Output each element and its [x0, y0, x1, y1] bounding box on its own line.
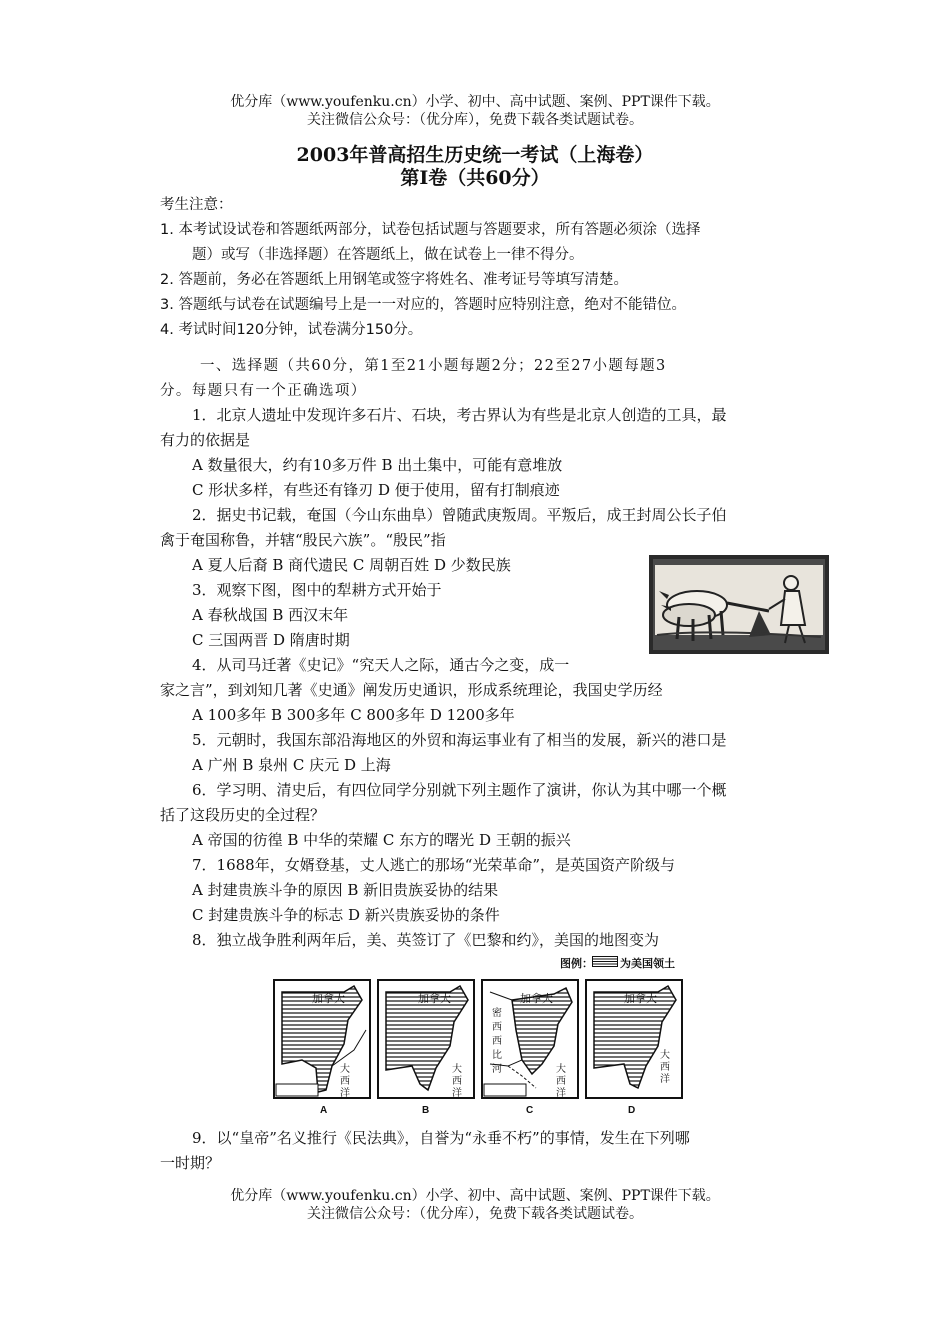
question-3-options: A 春秋战国 B 西汉末年 [192, 606, 349, 624]
question-9-stem-cont: 一时期？ [160, 1154, 221, 1172]
notice-item: 2. 答题前，务必在答题纸上用钢笔或签字将姓名、准考证号等填写清楚。 [160, 272, 628, 288]
map-b [378, 980, 474, 1099]
question-3-stem: 3．观察下图，图中的犁耕方式开始于 [192, 581, 442, 599]
map-a-canada: 加拿大 [312, 993, 345, 1005]
question-6-options: A 帝国的彷徨 B 中华的荣耀 C 东方的曙光 D 王朝的振兴 [192, 831, 571, 849]
exam-title: 2003年普高招生历史统一考试（上海卷） [296, 144, 654, 166]
svg-text:河: 河 [492, 1064, 502, 1075]
map-c [482, 980, 578, 1099]
map-label-c: C [526, 1105, 534, 1116]
notice-heading: 考生注意： [160, 197, 233, 213]
question-7-options: C 封建贵族斗争的标志 D 新兴贵族妥协的条件 [192, 906, 500, 924]
map-label-a: A [320, 1105, 328, 1116]
question-1-stem: 1．北京人遗址中发现许多石片、石块，考古界认为有些是北京人创造的工具，最 [192, 406, 727, 424]
map-b-canada: 加拿大 [418, 993, 451, 1005]
map-label-d: D [628, 1105, 636, 1116]
question-4-stem-cont: 家之言”，到刘知几著《史通》阐发历史通识，形成系统理论，我国史学历经 [160, 681, 663, 699]
map-a [274, 980, 370, 1099]
question-2-stem-cont: 禽于奄国称鲁，并辖“殷民六族”。“殷民”指 [160, 531, 446, 549]
svg-text:密: 密 [492, 1008, 502, 1019]
question-4-stem: 4．从司马迁著《史记》“究天人之际，通古今之变，成一 [192, 656, 570, 674]
svg-text:洋: 洋 [660, 1074, 670, 1085]
plowing-illustration [649, 555, 829, 654]
svg-text:大: 大 [340, 1064, 350, 1075]
question-8-stem: 8．独立战争胜利两年后，美、英签订了《巴黎和约》，美国的地图变为 [192, 931, 660, 949]
question-5-stem: 5．元朝时，我国东部沿海地区的外贸和海运事业有了相当的发展，新兴的港口是 [192, 731, 727, 749]
map-c-canada: 加拿大 [520, 993, 553, 1005]
question-4-options: A 100多年 B 300多年 C 800多年 D 1200多年 [192, 706, 515, 724]
map-label-b: B [422, 1105, 430, 1116]
question-5-options: A 广州 B 泉州 C 庆元 D 上海 [192, 756, 391, 774]
svg-text:洋: 洋 [340, 1088, 350, 1099]
notice-item: 4. 考试时间120分钟，试卷满分150分。 [160, 322, 423, 338]
notice-item: 1. 本考试设试卷和答题纸两部分，试卷包括试题与答题要求，所有答题必须涂（选择 [160, 222, 701, 238]
notice-item: 题）或写（非选择题）在答题纸上，做在试卷上一律不得分。 [192, 247, 584, 263]
question-2-stem: 2．据史书记载，奄国（今山东曲阜）曾随武庚叛周。平叛后，成王封周公长子伯 [192, 506, 727, 524]
map-d-canada: 加拿大 [624, 993, 657, 1005]
svg-text:西: 西 [492, 1022, 502, 1033]
map-d [586, 980, 682, 1098]
svg-text:西: 西 [660, 1062, 670, 1073]
section-heading: 一、选择题（共60分，第1至21小题每题2分；22至27小题每题3 [200, 358, 667, 374]
question-1-options: C 形状多样，有些还有锋刃 D 便于使用，留有打制痕迹 [192, 481, 560, 499]
us-maps-figure [272, 976, 692, 1116]
svg-text:大: 大 [452, 1064, 462, 1075]
question-1-stem-cont: 有力的依据是 [160, 431, 251, 449]
svg-text:洋: 洋 [452, 1088, 462, 1099]
svg-text:洋: 洋 [556, 1088, 566, 1099]
svg-text:比: 比 [492, 1050, 502, 1061]
section-heading-cont: 分。每题只有一个正确选项） [160, 383, 367, 399]
question-7-stem: 7．1688年，女婿登基，丈人逃亡的那场“光荣革命”，是英国资产阶级与 [192, 856, 676, 874]
exam-subtitle: 第Ⅰ卷（共60分） [400, 167, 550, 189]
svg-text:西: 西 [452, 1076, 462, 1087]
question-6-stem-cont: 括了这段历史的全过程？ [160, 806, 326, 824]
question-2-options: A 夏人后裔 B 商代遗民 C 周朝百姓 D 少数民族 [192, 556, 511, 574]
question-1-options: A 数量很大，约有10多万件 B 出土集中，可能有意堆放 [192, 456, 563, 474]
svg-text:西: 西 [340, 1076, 350, 1087]
question-9-stem: 9．以“皇帝”名义推行《民法典》，自誉为“永垂不朽”的事情，发生在下列哪 [192, 1129, 690, 1147]
svg-text:西: 西 [556, 1076, 566, 1087]
question-6-stem: 6．学习明、清史后，有四位同学分别就下列主题作了演讲，你认为其中哪一个概 [192, 781, 727, 799]
svg-text:西: 西 [492, 1036, 502, 1047]
header-line-1: 优分库（www.youfenku.cn）小学、初中、高中试题、案例、PPT课件下载。 [230, 94, 720, 110]
question-3-options: C 三国两晋 D 隋唐时期 [192, 631, 350, 649]
header-line-2: 关注微信公众号：（优分库），免费下载各类试题试卷。 [307, 112, 643, 128]
map-legend-text: 为美国领土 [620, 958, 675, 970]
map-legend [560, 954, 700, 970]
question-7-options: A 封建贵族斗争的原因 B 新旧贵族妥协的结果 [192, 881, 499, 899]
svg-text:大: 大 [660, 1050, 670, 1061]
svg-text:大: 大 [556, 1064, 566, 1075]
notice-item: 3. 答题纸与试卷在试题编号上是一一对应的，答题时应特别注意，绝对不能错位。 [160, 297, 686, 313]
map-legend-label: 图例： [560, 958, 593, 970]
footer-line-1: 优分库（www.youfenku.cn）小学、初中、高中试题、案例、PPT课件下载。 [230, 1188, 720, 1204]
footer-line-2: 关注微信公众号：（优分库），免费下载各类试题试卷。 [307, 1206, 643, 1222]
